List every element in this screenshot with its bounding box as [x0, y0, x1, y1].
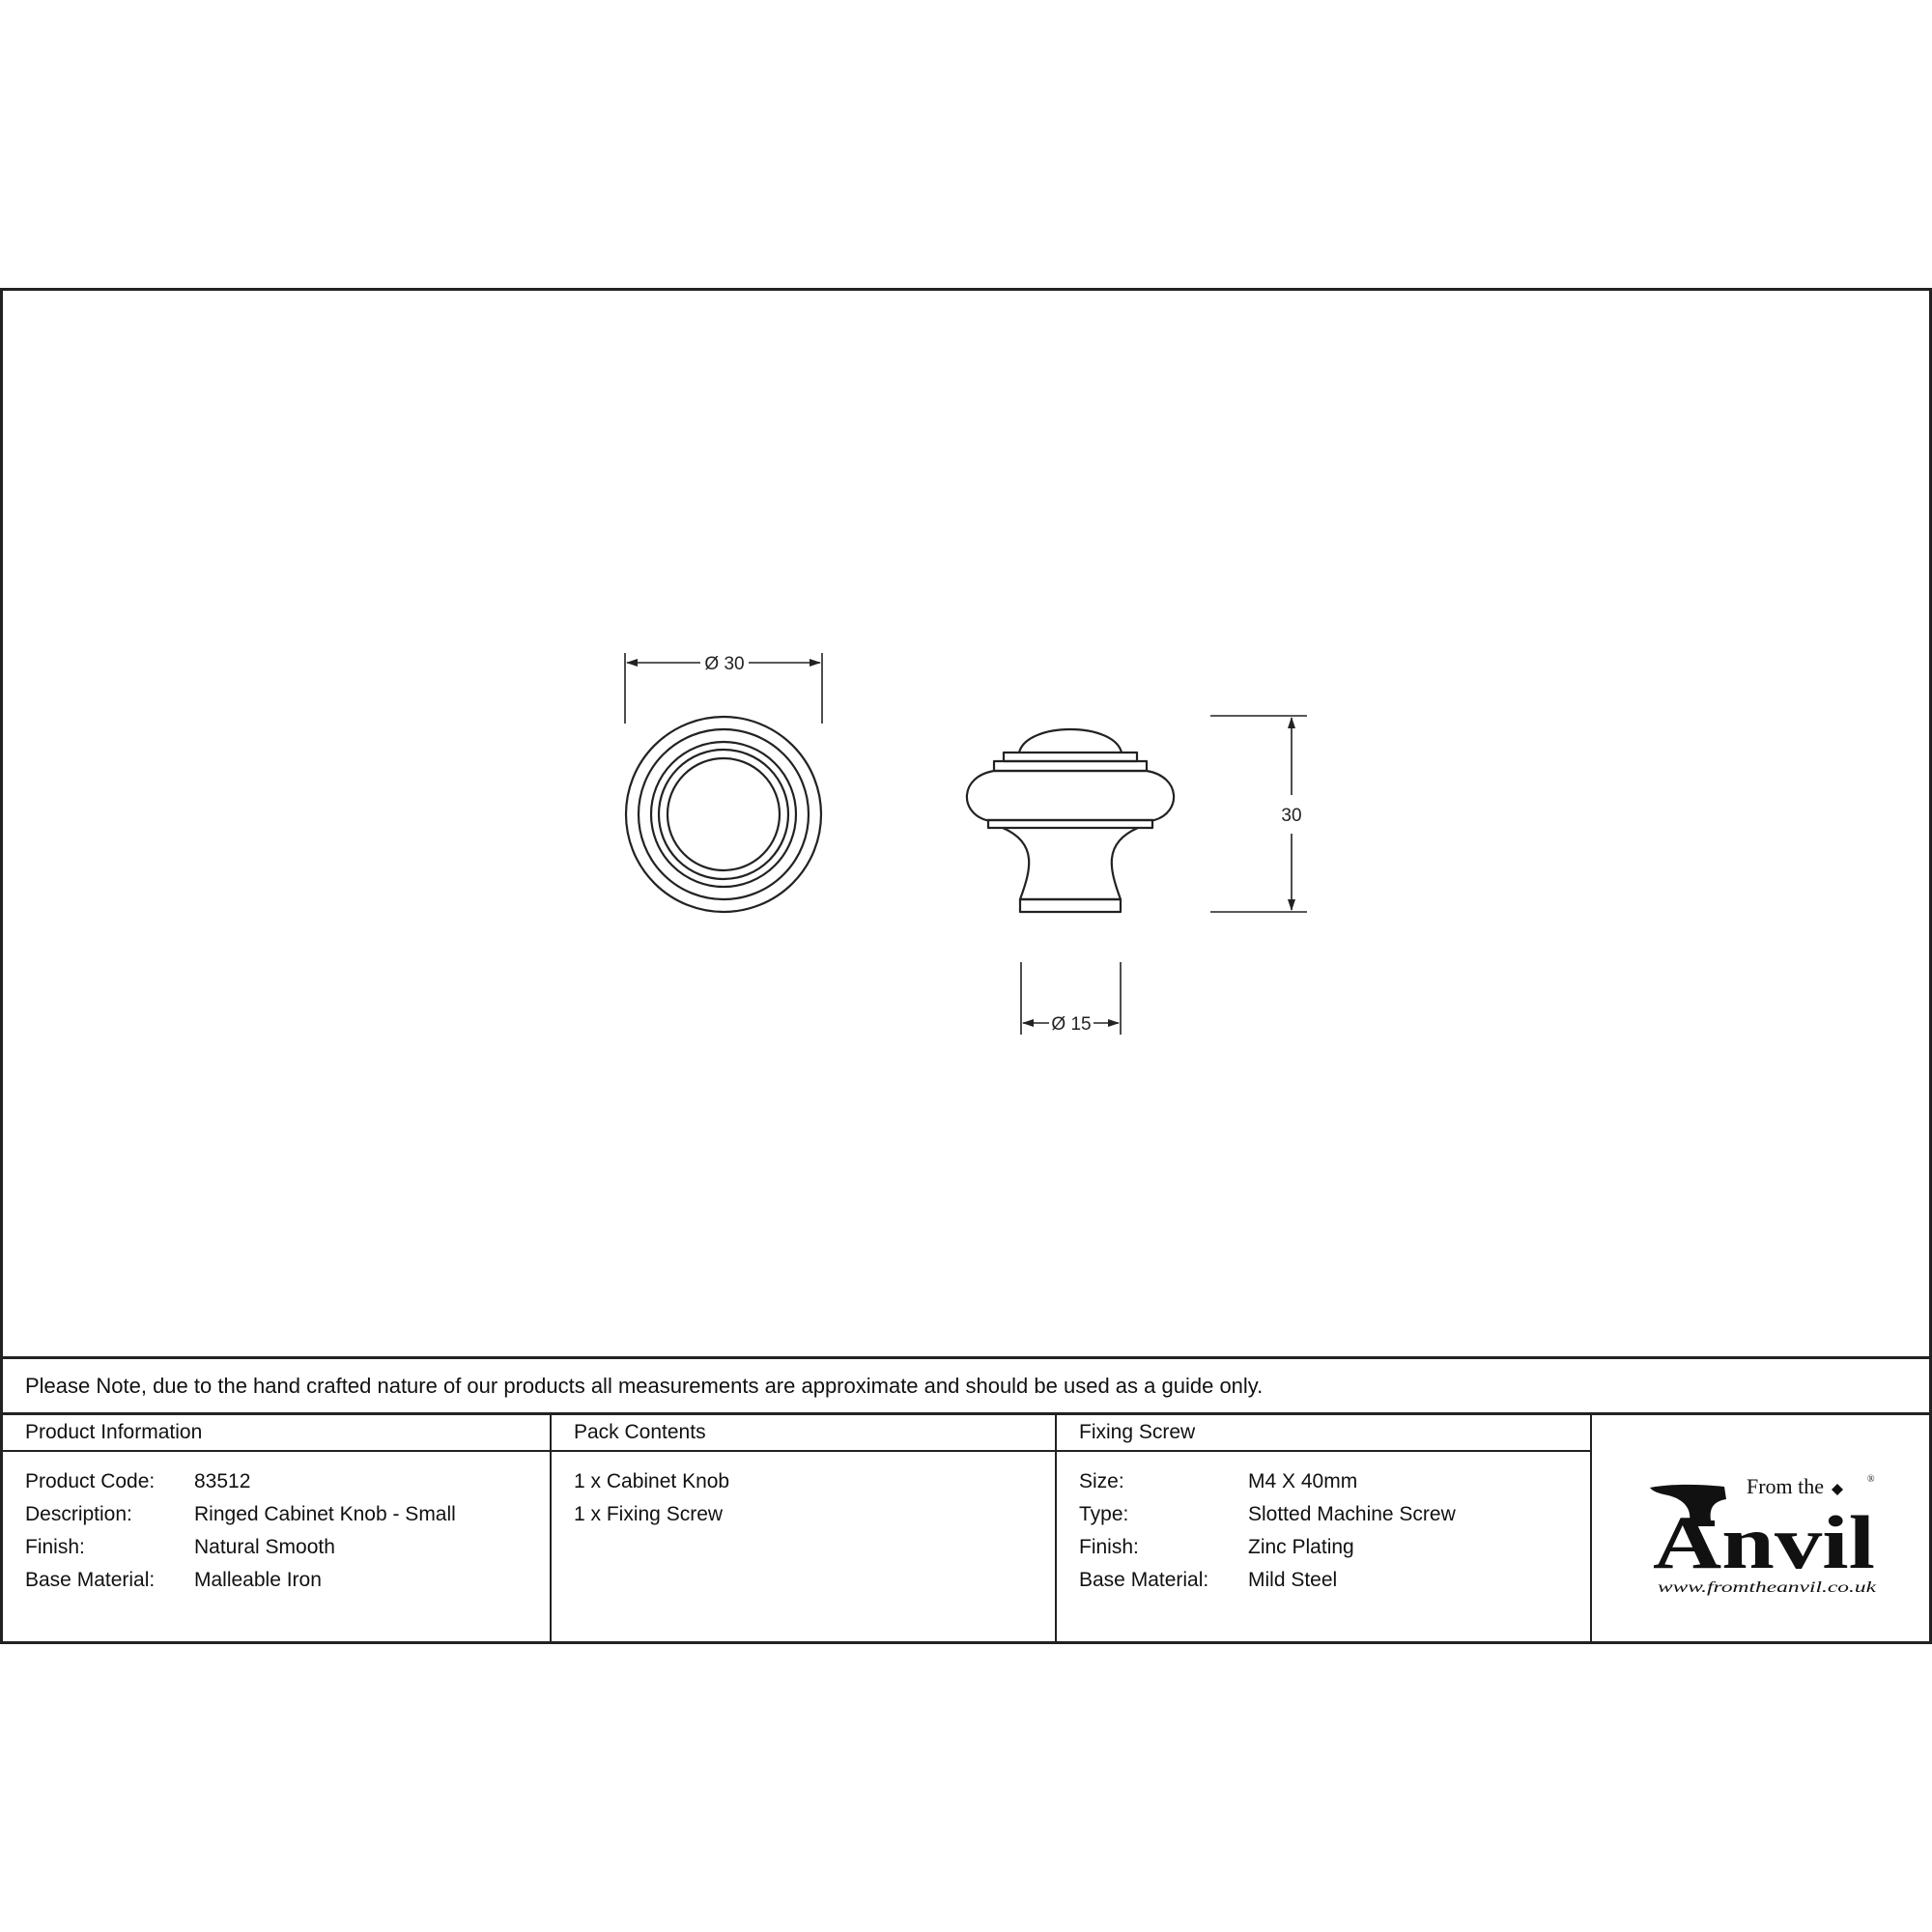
- top-diameter-label: Ø 30: [704, 654, 745, 674]
- technical-drawing-sheet: [0, 288, 1932, 1644]
- screw-finish-label: Finish:: [1079, 1536, 1139, 1558]
- pack-contents-column: [552, 1415, 1057, 1641]
- base-material-row: [25, 1564, 550, 1597]
- knob-bulb: [967, 771, 1174, 820]
- base-material-label: Base Material:: [25, 1569, 156, 1591]
- knob-lower-ring: [994, 761, 1147, 771]
- description-value: Ringed Cabinet Knob - Small: [194, 1503, 456, 1525]
- knob-base: [1020, 899, 1121, 912]
- screw-finish-row: [1079, 1531, 1590, 1564]
- screw-base-material-value: Mild Steel: [1248, 1569, 1338, 1591]
- product-code-row: [25, 1465, 550, 1498]
- knob-collar: [988, 820, 1152, 828]
- knob-technical-drawing: [3, 291, 1929, 1357]
- pack-item-screw: 1 x Fixing Screw: [574, 1503, 724, 1525]
- fixing-screw-header: Fixing Screw: [1057, 1415, 1590, 1452]
- top-view-ring-2: [639, 729, 809, 899]
- description-row: [25, 1498, 550, 1531]
- screw-size-label: Size:: [1079, 1470, 1124, 1492]
- drawing-area: [3, 291, 1929, 1357]
- logo-column: [1592, 1415, 1929, 1641]
- finish-label: Finish:: [25, 1536, 85, 1558]
- fixing-screw-column: [1057, 1415, 1592, 1641]
- top-view-outer-ring: [626, 717, 821, 912]
- logo-from-the: From the: [1747, 1474, 1825, 1498]
- screw-finish-value: Zinc Plating: [1248, 1536, 1354, 1558]
- screw-type-label: Type:: [1079, 1503, 1129, 1525]
- base-diameter-label: Ø 15: [1051, 1014, 1092, 1035]
- pack-item-knob: 1 x Cabinet Knob: [574, 1470, 730, 1492]
- measurement-note: Please Note, due to the hand crafted nature of our products all measurements are approximate and should be used as a guide only.: [3, 1356, 1929, 1412]
- screw-size-row: [1079, 1465, 1590, 1498]
- knob-dome: [1019, 729, 1122, 753]
- logo-brand-name: Anvil: [1653, 1500, 1875, 1584]
- product-info-table: [3, 1412, 1929, 1641]
- screw-type-row: [1079, 1498, 1590, 1531]
- knob-side-view: [967, 729, 1174, 912]
- screw-type-value: Slotted Machine Screw: [1248, 1503, 1456, 1525]
- description-label: Description:: [25, 1503, 132, 1525]
- product-information-column: [3, 1415, 552, 1641]
- finish-row: [25, 1531, 550, 1564]
- top-view-ring-3: [651, 742, 796, 887]
- logo-url: www.fromtheanvil.co.uk: [1658, 1579, 1878, 1596]
- base-material-value: Malleable Iron: [194, 1569, 322, 1591]
- product-code-label: Product Code:: [25, 1470, 156, 1492]
- knob-stem: [1003, 828, 1138, 899]
- anvil-logo-graphic: [1645, 1468, 1887, 1599]
- screw-base-material-row: [1079, 1564, 1590, 1597]
- logo-diamond-icon: [1832, 1484, 1843, 1495]
- height-label: 30: [1281, 806, 1302, 826]
- knob-top-view: [626, 717, 821, 912]
- from-the-anvil-logo: [1645, 1468, 1887, 1599]
- logo-registered-mark: ®: [1867, 1474, 1875, 1485]
- finish-value: Natural Smooth: [194, 1536, 335, 1558]
- product-information-header: Product Information: [3, 1415, 550, 1452]
- knob-upper-ring: [1004, 753, 1137, 761]
- screw-base-material-label: Base Material:: [1079, 1569, 1209, 1591]
- pack-contents-header: Pack Contents: [552, 1415, 1055, 1452]
- screw-size-value: M4 X 40mm: [1248, 1470, 1358, 1492]
- product-code-value: 83512: [194, 1470, 251, 1492]
- top-view-inner-circle: [668, 758, 780, 870]
- top-view-ring-4: [659, 750, 788, 879]
